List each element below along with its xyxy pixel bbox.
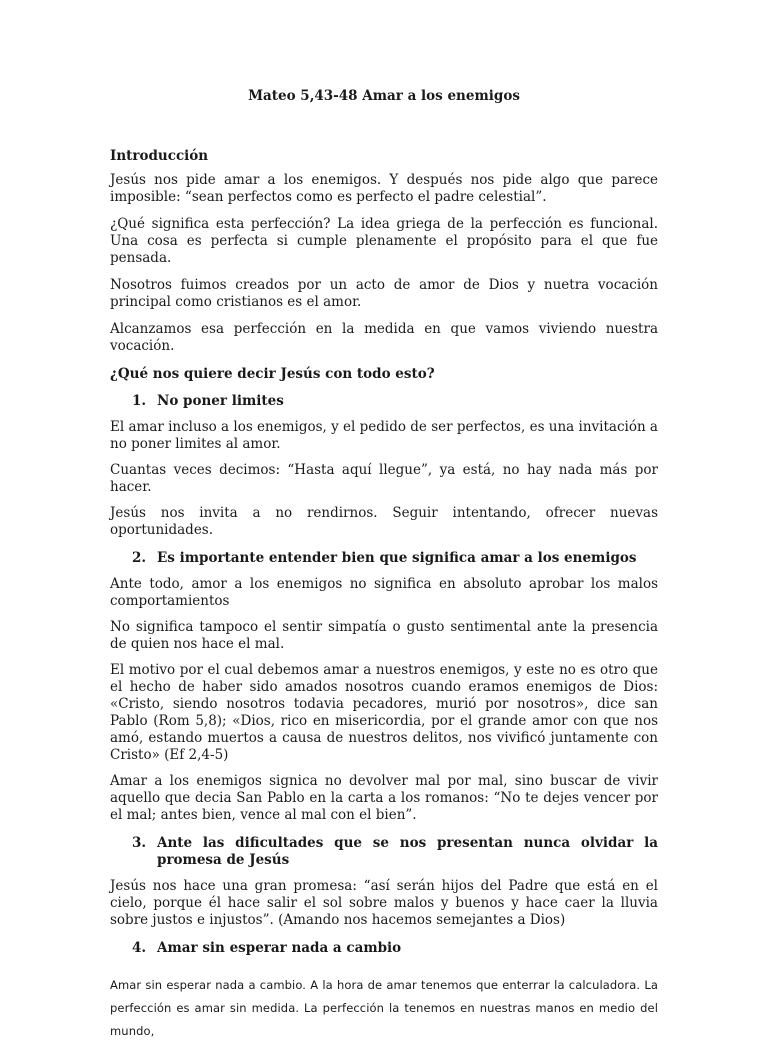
- section-title: Amar sin esperar nada a cambio: [157, 940, 402, 956]
- section-title: Ante las dificultades que se nos presentan nunca olvidar la promesa de Jesús: [157, 835, 658, 868]
- section-number: 4.: [132, 940, 147, 956]
- section-paragraph: Amar sin esperar nada a cambio. A la hora de amar tenemos que enterrar la calculadora. La perfección es amar sin medida. La perfección la tenemos en nuestras manos en medio del mundo,: [110, 978, 658, 1038]
- question-heading: ¿Qué nos quiere decir Jesús con todo esto?: [110, 366, 435, 382]
- intro-heading: Introducción: [110, 148, 209, 164]
- section-paragraph: Cuantas veces decimos: “Hasta aquí llegue”, ya está, no hay nada más por hacer.: [110, 462, 658, 495]
- section-title: No poner limites: [157, 393, 284, 409]
- section-paragraph: Jesús nos invita a no rendirnos. Seguir intentando, ofrecer nuevas oportunidades.: [110, 505, 658, 538]
- section-paragraph: El amar incluso a los enemigos, y el pedido de ser perfectos, es una invitación a no poner limites al amor.: [110, 419, 658, 452]
- document-title: Mateo 5,43-48 Amar a los enemigos: [248, 88, 520, 104]
- section-heading: [132, 940, 658, 957]
- section-paragraph: No significa tampoco el sentir simpatía o gusto sentimental ante la presencia de quien nos hace el mal.: [110, 619, 658, 652]
- intro-paragraph: ¿Qué significa esta perfección? La idea griega de la perfección es funcional. Una cosa es perfecta si cumple plenamente el propósito para el que fue pensada.: [110, 216, 658, 266]
- section-number: 1.: [132, 393, 147, 409]
- section-heading: [132, 393, 658, 410]
- section-number: 2.: [132, 550, 147, 566]
- section-paragraph: Ante todo, amor a los enemigos no significa en absoluto aprobar los malos comportamientos: [110, 576, 658, 609]
- section-heading: [132, 550, 658, 567]
- intro-paragraph: Alcanzamos esa perfección en la medida en que vamos viviendo nuestra vocación.: [110, 321, 658, 354]
- intro-paragraph: Nosotros fuimos creados por un acto de amor de Dios y nuetra vocación principal como cristianos es el amor.: [110, 277, 658, 310]
- section-number: 3.: [132, 835, 147, 851]
- section-paragraph: El motivo por el cual debemos amar a nuestros enemigos, y este no es otro que el hecho de haber sido amados nosotros cuando eramos enemigos de Dios: «Cristo, siendo nosotros todavia pecadores, murió por nosotros», dice san Pablo (Rom 5,8); «Dios, rico en misericordia, por el grande amor con que nos amó, estando muertos a causa de nuestros delitos, nos vivificó juntamente con Cristo» (Ef 2,4-5): [110, 662, 658, 763]
- section-paragraph: Amar a los enemigos signica no devolver mal por mal, sino buscar de vivir aquello que decia San Pablo en la carta a los romanos: “No te dejes vencer por el mal; antes bien, vence al mal con el bien”.: [110, 773, 658, 823]
- section-paragraph: Jesús nos hace una gran promesa: “así serán hijos del Padre que está en el cielo, porque él hace salir el sol sobre malos y buenos y hace caer la lluvia sobre justos e injustos”. (Amando nos hacemos semejantes a Dios): [110, 878, 658, 928]
- section-title: Es importante entender bien que significa amar a los enemigos: [157, 550, 637, 566]
- section-heading: [132, 835, 658, 869]
- intro-paragraph: Jesús nos pide amar a los enemigos. Y después nos pide algo que parece imposible: “sean perfectos como es perfecto el padre celestial”.: [110, 172, 658, 205]
